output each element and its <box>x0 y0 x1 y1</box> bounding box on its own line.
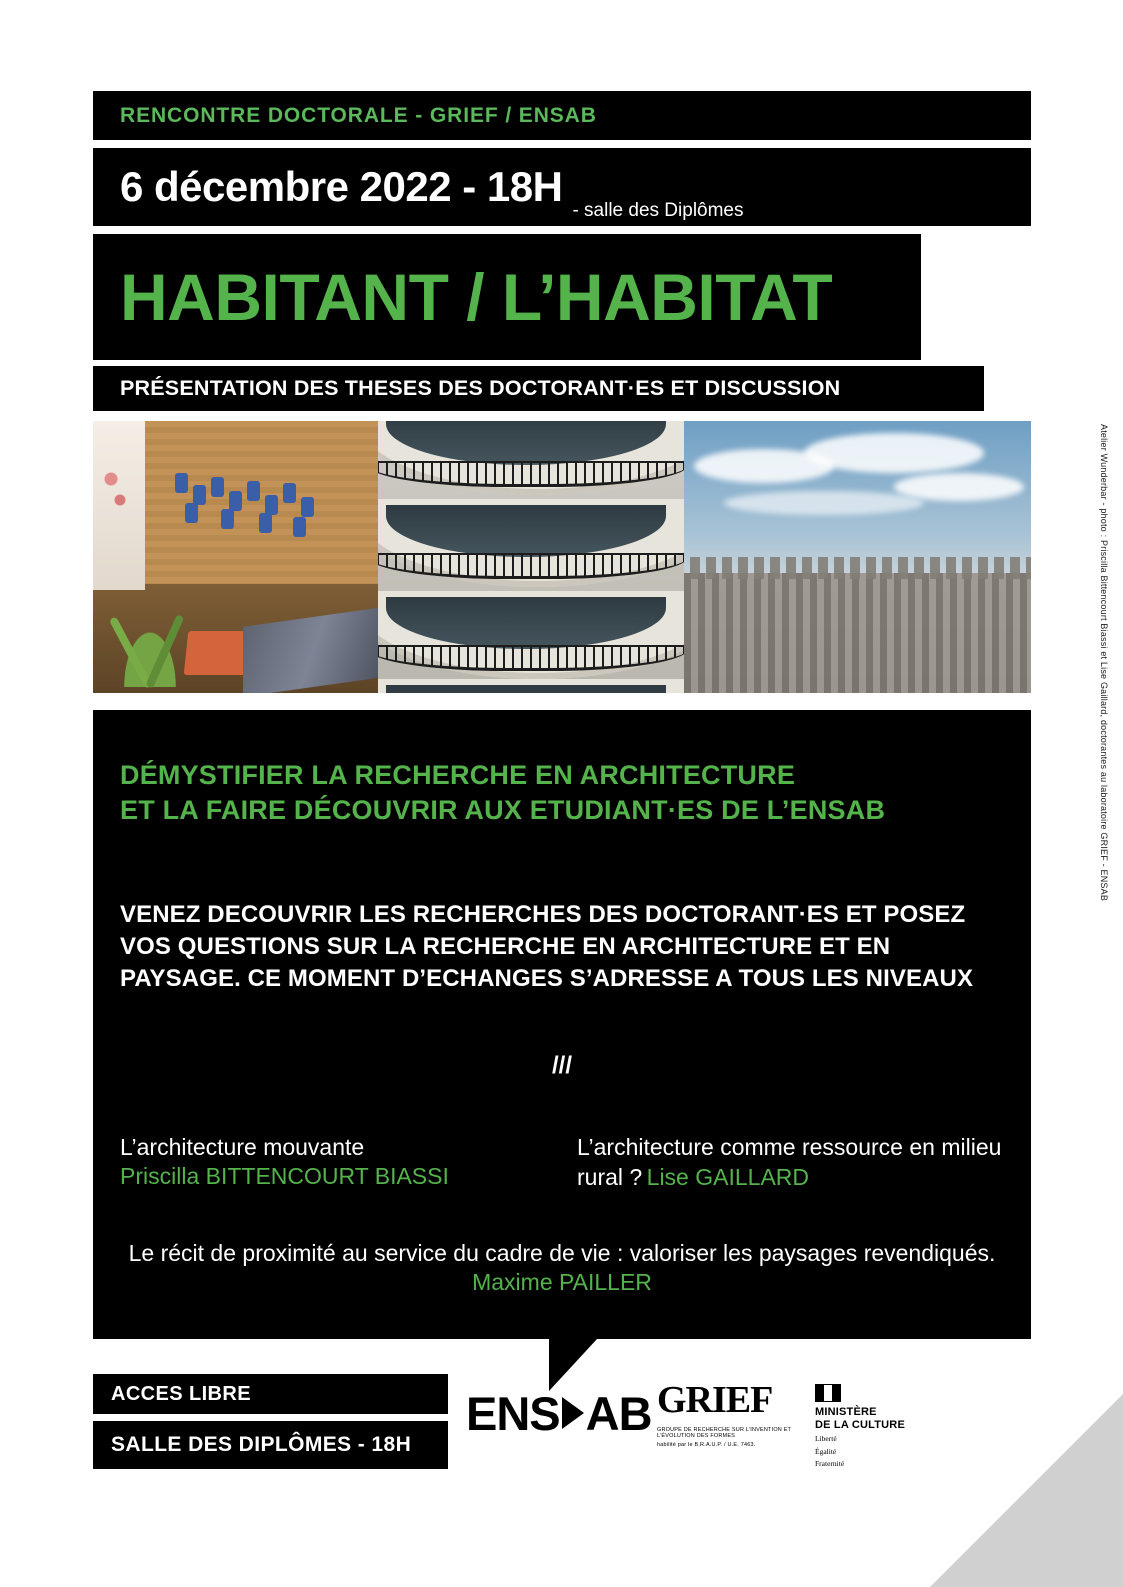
access-label: ACCES LIBRE <box>111 1382 251 1405</box>
photo-cityscape <box>684 421 1031 693</box>
ministry-motto-2: Égalité <box>815 1446 837 1456</box>
green-headline <box>120 758 885 827</box>
event-date-main: 6 décembre 2022 - 18H <box>120 163 563 210</box>
photo-credit: Atelier Wunderbar - photo : Priscilla Bittencourt Biassi et Lise Gaillard, doctorantes au laboratoire GRIEF - ENSAB <box>1099 424 1109 902</box>
grief-logo-word: GRIEF <box>657 1379 773 1421</box>
body-copy-line-3: PAYSAGE. CE MOMENT D’ECHANGES S’ADRESSE A TOUS LES NIVEAUX <box>120 965 974 993</box>
photo-cloud <box>724 491 924 515</box>
talks-list <box>120 1133 1004 1193</box>
room-band <box>93 1421 448 1469</box>
event-kicker-band <box>93 91 1031 140</box>
photo-balcony-glass <box>386 597 666 649</box>
ministry-name-line-1: MINISTÈRE <box>815 1406 877 1418</box>
photo-curtain <box>93 421 145 590</box>
photo-balcony-4 <box>378 679 684 693</box>
photo-balcony-glass <box>386 505 666 557</box>
talk-author: Priscilla BITTENCOURT BIASSI <box>120 1162 449 1189</box>
talk-title: Le récit de proximité au service du cadre de vie : valoriser les paysages revendiqués. <box>128 1240 996 1266</box>
french-flag-icon <box>815 1384 841 1402</box>
ensab-logo-part-2: AB <box>585 1386 652 1440</box>
access-band <box>93 1374 448 1414</box>
talk-item <box>120 1238 1004 1296</box>
photo-balcony-rail <box>378 645 684 671</box>
poster-subtitle-band <box>93 366 984 411</box>
ministry-name-line-2: DE LA CULTURE <box>815 1418 905 1431</box>
main-content-panel <box>93 710 1031 1339</box>
photo-balcony-3 <box>378 591 684 679</box>
talk-author: Lise GAILLARD <box>646 1163 810 1190</box>
ministry-logo <box>815 1384 935 1469</box>
arrow-icon <box>562 1397 584 1429</box>
talk-title: L’architecture mouvante <box>120 1134 365 1160</box>
photo-strip <box>93 421 1031 693</box>
poster-title-band <box>93 234 921 360</box>
event-kicker-text: RENCONTRE DOCTORALE - GRIEF / ENSAB <box>120 103 597 127</box>
photo-facade-balconies <box>378 421 684 693</box>
ensab-logo <box>466 1382 652 1444</box>
section-divider: /// <box>551 1052 572 1079</box>
corner-decoration <box>930 1394 1123 1587</box>
photo-balcony-glass <box>386 421 666 465</box>
photo-cloud <box>804 433 984 473</box>
grief-logo-tagline-1: GROUPE DE RECHERCHE SUR L’INVENTION ET L’ÉVOLUTION DES FORMES <box>657 1427 792 1439</box>
green-headline-line-2: ET LA FAIRE DÉCOUVRIR AUX ETUDIANT·ES DE L’ENSAB <box>120 794 886 825</box>
body-copy <box>120 899 1004 995</box>
photo-city-buildings <box>684 573 1031 693</box>
photo-balcony-rail <box>378 461 684 487</box>
photo-plant <box>105 592 195 687</box>
photo-balcony-rail <box>378 553 684 579</box>
ministry-motto-1: Liberté <box>815 1434 837 1444</box>
photo-balcony-1 <box>378 421 684 495</box>
grief-logo-tagline-2: habilité par le B.R.A.U.P. / U.E. 7463. <box>657 1442 756 1448</box>
body-copy-line-1: VENEZ DECOUVRIR LES RECHERCHES DES DOCTORANT·ES ET POSEZ <box>120 901 966 928</box>
photo-balcony-2 <box>378 499 684 587</box>
photo-balcony-glass <box>386 685 666 693</box>
event-venue-inline: - salle des Diplômes <box>572 200 744 221</box>
ensab-logo-part-1: ENS <box>466 1386 560 1440</box>
poster-subtitle: PRÉSENTATION DES THESES DES DOCTORANT·ES ET DISCUSSION <box>120 376 841 400</box>
talk-title: L’architecture comme ressource en milieu rural ? <box>577 1134 1002 1190</box>
photo-balcony-interior <box>93 421 378 693</box>
body-copy-line-2: VOS QUESTIONS SUR LA RECHERCHE EN ARCHITECTURE ET EN <box>120 933 891 961</box>
talk-item <box>120 1133 547 1193</box>
talk-author: Maxime PAILLER <box>472 1269 652 1296</box>
photo-hanging-mobile <box>171 451 321 541</box>
room-label: SALLE DES DIPLÔMES - 18H <box>111 1433 412 1456</box>
ministry-motto-3: Fraternité <box>815 1459 845 1469</box>
event-date-band <box>93 148 1031 226</box>
green-headline-line-1: DÉMYSTIFIER LA RECHERCHE EN ARCHITECTURE <box>120 760 796 790</box>
grief-logo <box>657 1378 809 1458</box>
talk-item <box>577 1133 1004 1193</box>
page-title: HABITANT / L’HABITAT <box>120 260 833 334</box>
